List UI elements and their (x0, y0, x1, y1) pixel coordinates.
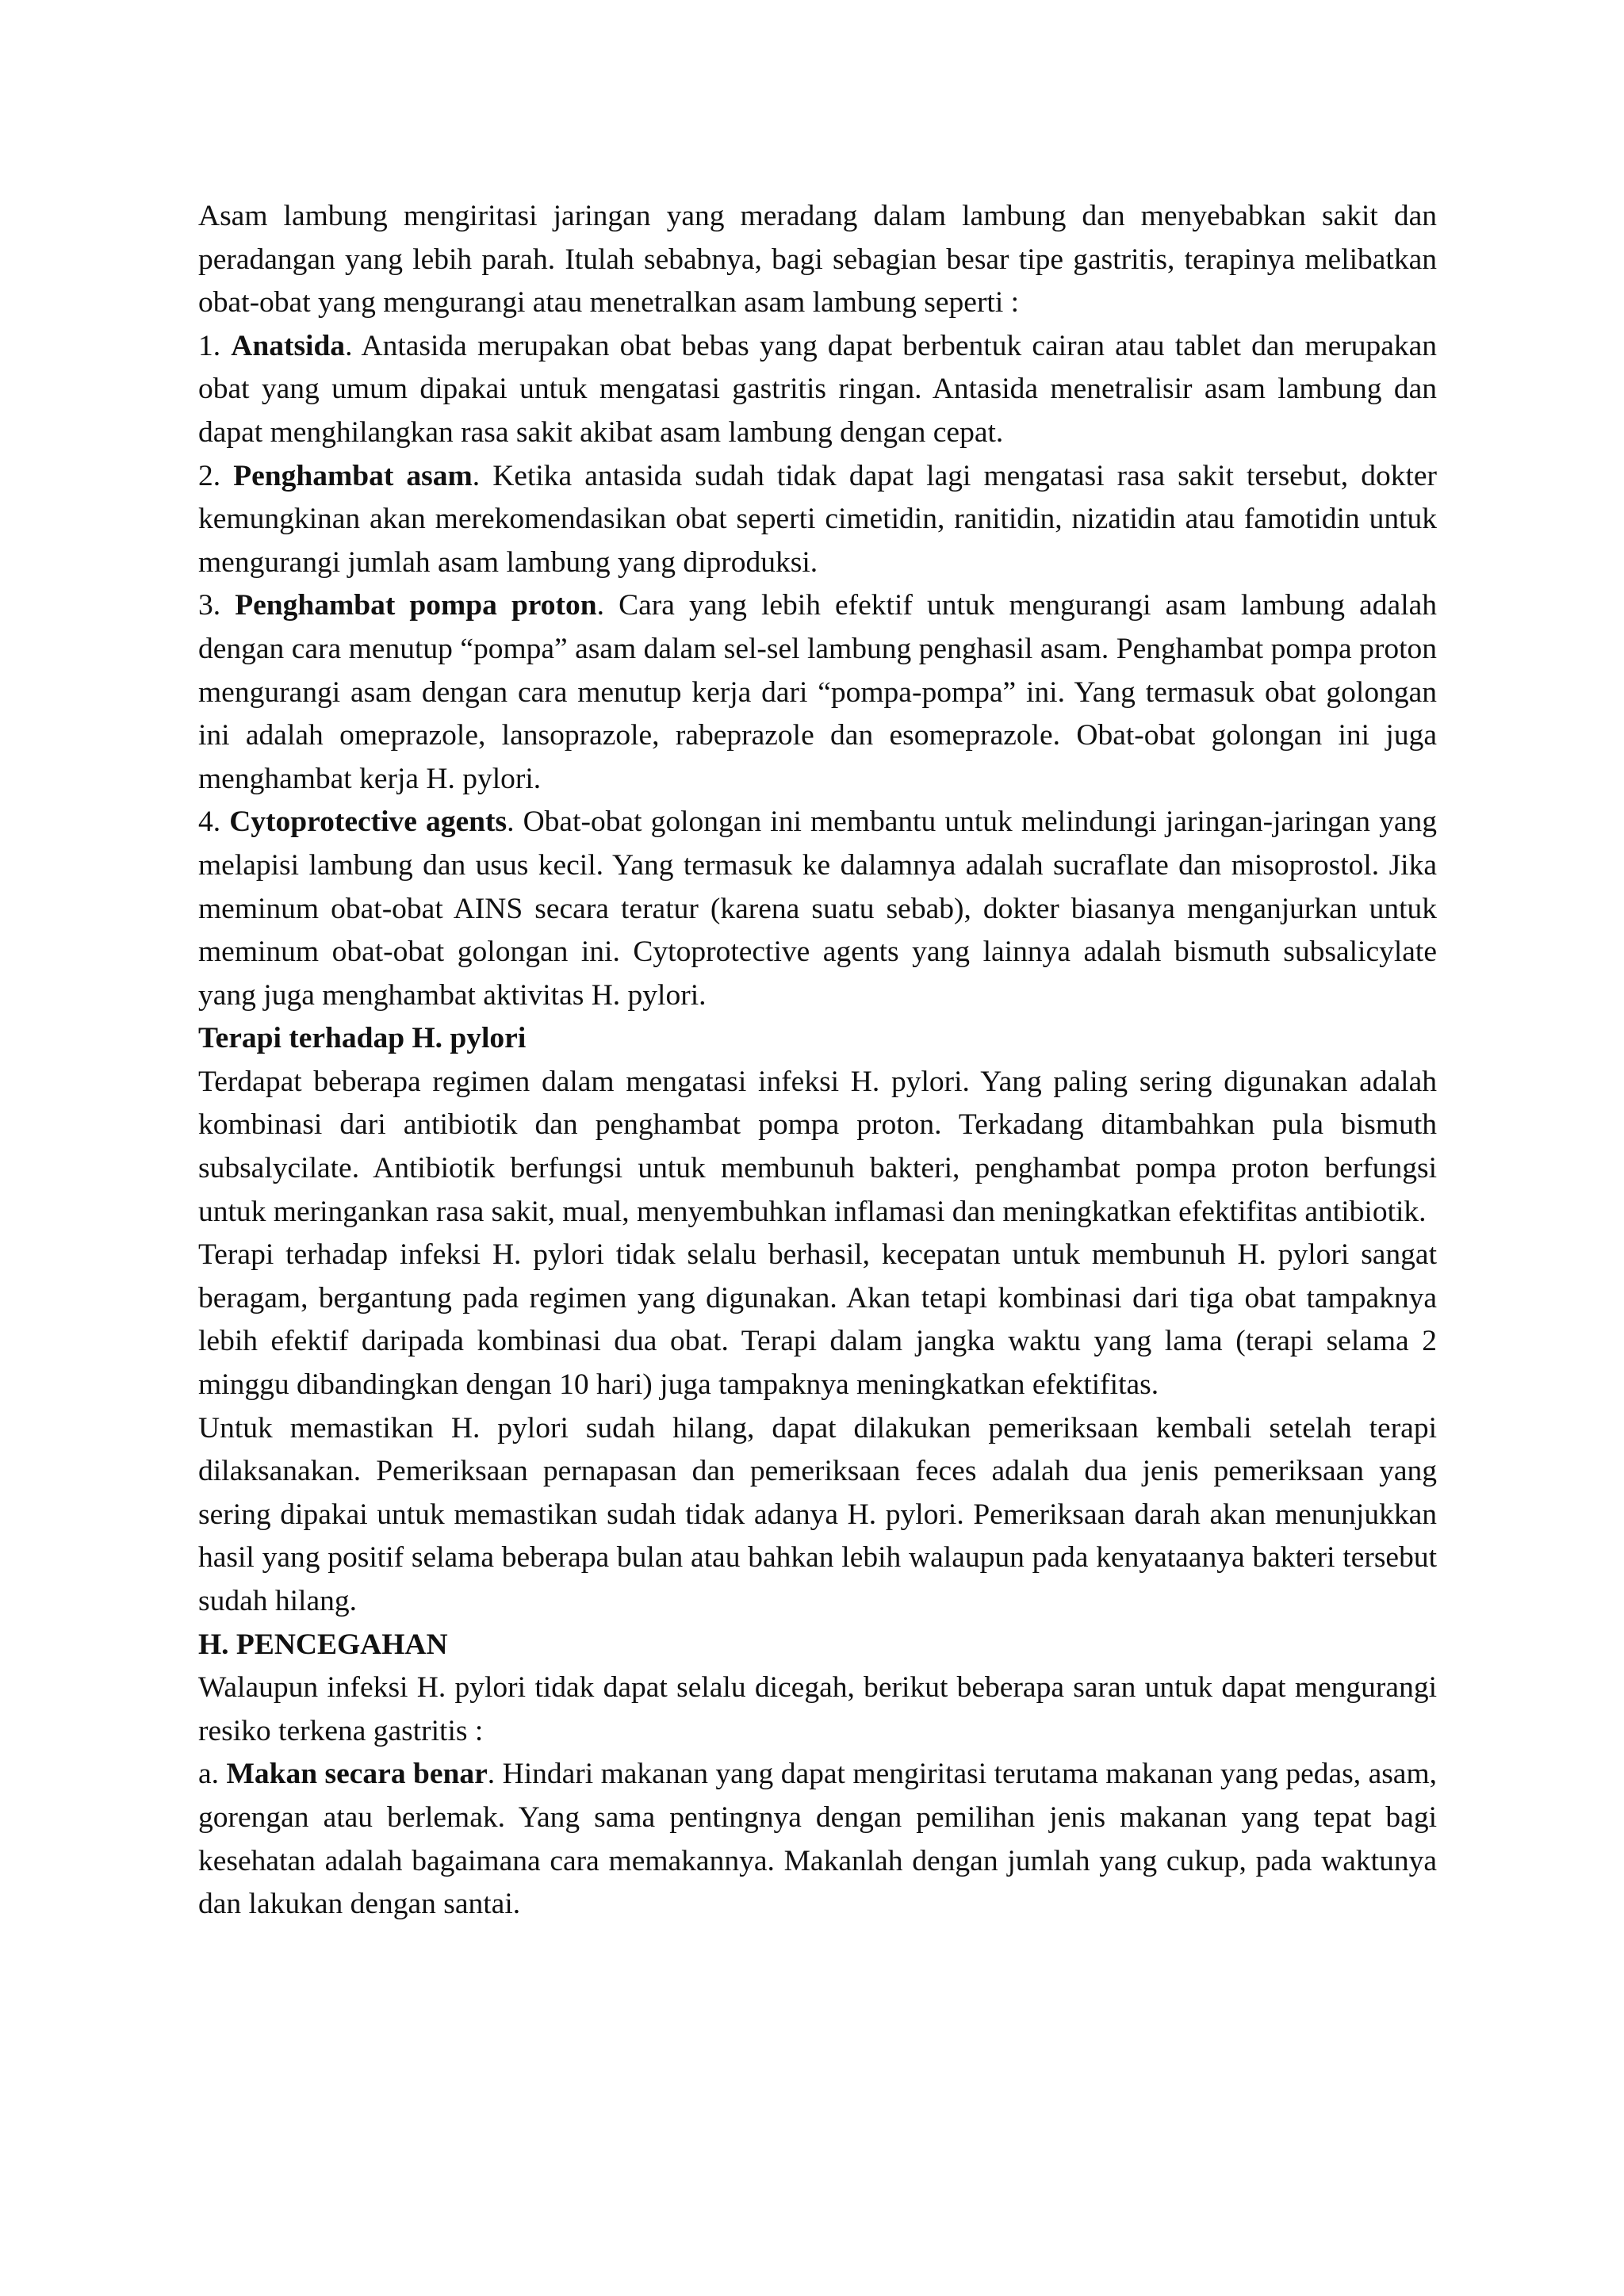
hpylori-paragraph: Untuk memastikan H. pylori sudah hilang, dapat dilakukan pemeriksaan kembali setelah terapi dilaksanakan. Pemeriksaan pernapasan dan pemeriksaan feces adalah dua jenis pemeriksaan yang sering dipakai untuk memastikan sudah tidak adanya H. pylori. Pemeriksaan darah akan menunjukkan hasil yang positif selama beberapa bulan atau bahkan lebih walaupun pada kenyataanya bakteri tersebut sudah hilang. (198, 1411, 1437, 1617)
item-text: . Obat-obat golongan ini membantu untuk melindungi jaringan-jaringan yang melapisi lambung dan usus kecil. Yang termasuk ke dalamnya adalah sucraflate dan misoprostol. Jika meminum obat-obat AINS secara teratur (karena suatu sebab), dokter biasanya menganjurkan untuk meminum obat-obat golongan ini. Cytoprotective agents yang lainnya adalah bismuth subsalicylate yang juga menghambat aktivitas H. pylori. (198, 806, 1437, 1012)
item-term: Makan secara benar (226, 1758, 488, 1791)
item-text: . Ketika antasida sudah tidak dapat lagi mengatasi rasa sakit tersebut, dokter kemungkinan akan merekomendasikan obat seperti cimetidin, ranitidin, nizatidin atau famotidin untuk mengurangi jumlah asam lambung yang diproduksi. (198, 459, 1437, 579)
therapy-item-pompa-proton (198, 584, 1437, 801)
item-term: Penghambat asam (233, 459, 473, 492)
item-number: 3. (198, 589, 221, 622)
section-heading-hpylori: Terapi terhadap H. pylori (198, 1022, 527, 1055)
document-page (198, 195, 1437, 1927)
item-number: 4. (198, 806, 221, 839)
item-number: 1. (198, 329, 221, 362)
item-number: a. (198, 1758, 220, 1791)
item-term: Anatsida (231, 329, 346, 362)
hpylori-paragraph: Terapi terhadap infeksi H. pylori tidak selalu berhasil, kecepatan untuk membunuh H. pylori sangat beragam, bergantung pada regimen yang digunakan. Akan tetapi kombinasi dari tiga obat tampaknya lebih efektif daripada kombinasi dua obat. Terapi dalam jangka waktu yang lama (terapi selama 2 minggu dibandingkan dengan 10 hari) juga tampaknya meningkatkan efektifitas. (198, 1238, 1437, 1402)
therapy-item-cytoprotective (198, 801, 1437, 1017)
item-term: Penghambat pompa proton (235, 589, 597, 622)
therapy-item-penghambat-asam (198, 455, 1437, 585)
hpylori-paragraph: Terdapat beberapa regimen dalam mengatasi infeksi H. pylori. Yang paling sering digunakan adalah kombinasi dari antibiotik dan penghambat pompa proton. Terkadang ditambahkan pula bismuth subsalycilate. Antibiotik berfungsi untuk membunuh bakteri, penghambat pompa proton berfungsi untuk meringankan rasa sakit, mual, menyembuhkan inflamasi dan meningkatkan efektifitas antibiotik. (198, 1065, 1437, 1228)
item-text: . Cara yang lebih efektif untuk mengurangi asam lambung adalah dengan cara menutup “pompa” asam dalam sel-sel lambung penghasil asam. Penghambat pompa proton mengurangi asam dengan cara menutup kerja dari “pompa-pompa” ini. Yang termasuk obat golongan ini adalah omeprazole, lansoprazole, rabeprazole dan esomeprazole. Obat-obat golongan ini juga menghambat kerja H. pylori. (198, 589, 1438, 795)
pencegahan-item-makan (198, 1753, 1437, 1926)
therapy-item-antasida (198, 325, 1437, 455)
item-term: Cytoprotective agents (229, 806, 508, 839)
intro-paragraph: Asam lambung mengiritasi jaringan yang meradang dalam lambung dan menyebabkan sakit dan peradangan yang lebih parah. Itulah sebabnya, bagi sebagian besar tipe gastritis, terapinya melibatkan obat-obat yang mengurangi atau menetralkan asam lambung seperti : (198, 200, 1437, 320)
item-text: . Hindari makanan yang dapat mengiritasi terutama makanan yang pedas, asam, gorengan atau berlemak. Yang sama pentingnya dengan pemilihan jenis makanan yang tepat bagi kesehatan adalah bagaimana cara memakannya. Makanlah dengan jumlah yang cukup, pada waktunya dan lakukan dengan santai. (198, 1758, 1437, 1921)
section-heading-pencegahan: H. PENCEGAHAN (198, 1628, 448, 1661)
item-number: 2. (198, 459, 221, 492)
pencegahan-intro: Walaupun infeksi H. pylori tidak dapat selalu dicegah, berikut beberapa saran untuk dapat mengurangi resiko terkena gastritis : (198, 1671, 1437, 1747)
item-text: . Antasida merupakan obat bebas yang dapat berbentuk cairan atau tablet dan merupakan obat yang umum dipakai untuk mengatasi gastritis ringan. Antasida menetralisir asam lambung dan dapat menghilangkan rasa sakit akibat asam lambung dengan cepat. (198, 329, 1437, 449)
